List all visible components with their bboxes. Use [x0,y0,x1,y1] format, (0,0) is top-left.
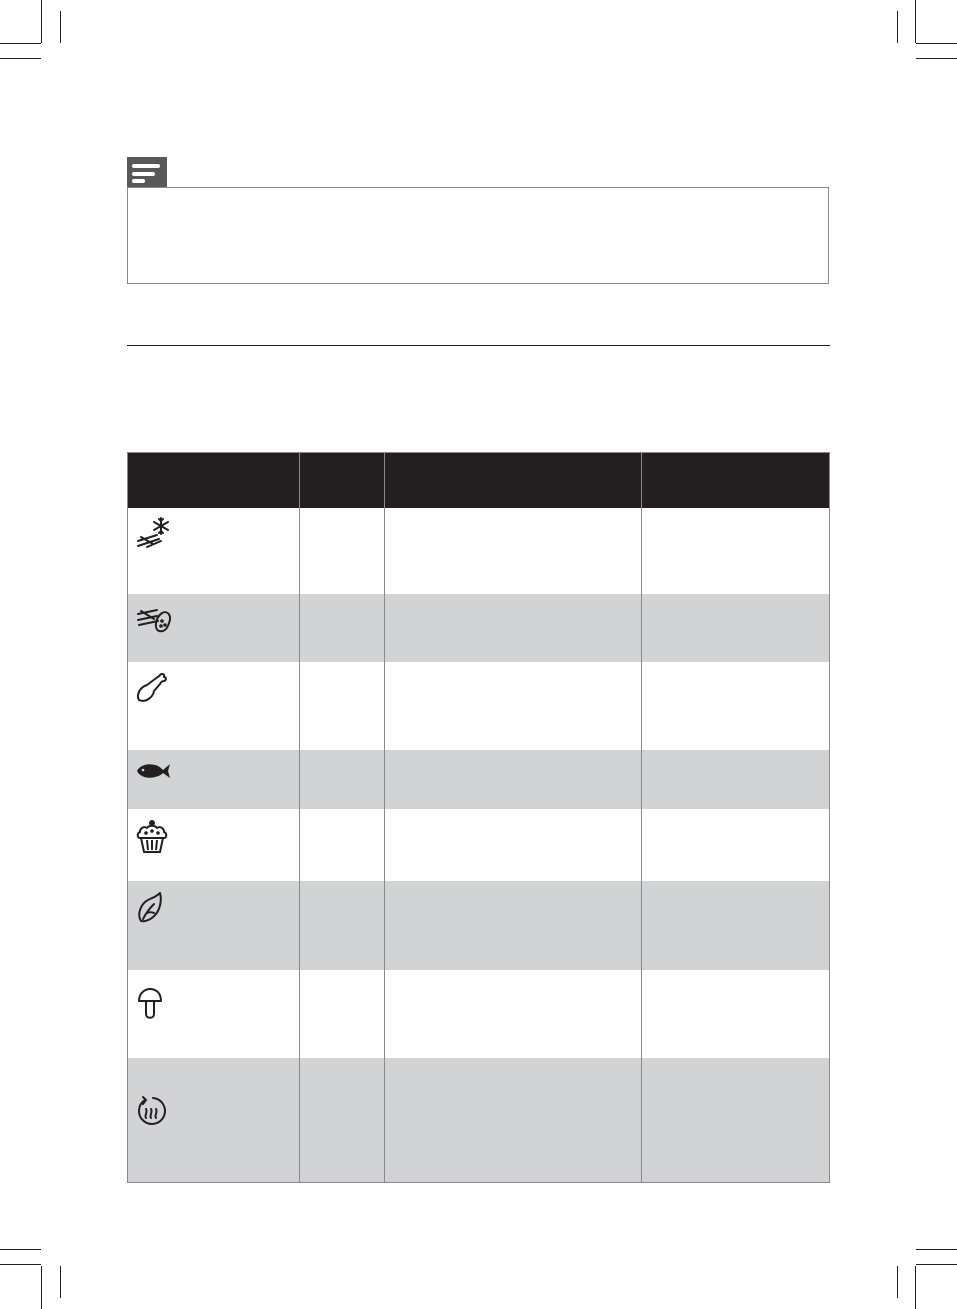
table-row [128,809,829,881]
header-food [128,453,300,508]
table-row [128,662,829,750]
table-row [128,881,829,970]
drumstick-icon [135,672,171,706]
muffin-icon [135,819,171,853]
table-row [128,594,829,662]
keep-warm-icon [135,1095,171,1129]
note-box [127,187,829,284]
header-col-4 [642,453,829,508]
fries-potato-icon [135,604,171,638]
leaf-vegetable-icon [135,891,171,925]
table-row [128,508,829,594]
table-row [128,970,829,1058]
note-lines-icon [127,157,167,188]
header-col-2 [300,453,385,508]
fish-icon [135,754,171,788]
table-header [128,453,829,508]
mushroom-icon [135,987,171,1021]
frozen-fries-icon [135,517,171,551]
header-col-3 [385,453,642,508]
table-row [128,750,829,809]
table-row [128,1058,829,1183]
cooking-table [127,452,830,1183]
section-divider [127,345,830,346]
